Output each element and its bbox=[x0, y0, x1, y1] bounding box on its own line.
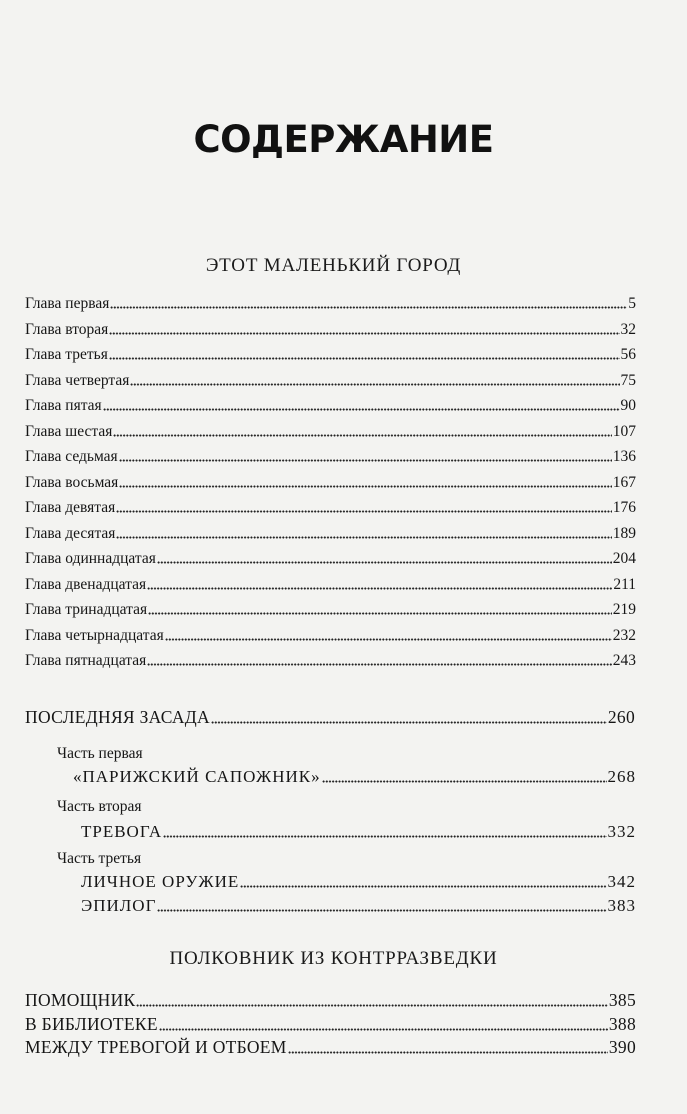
toc-entry-page: 385 bbox=[608, 990, 636, 1010]
dot-leader bbox=[148, 601, 612, 615]
toc-entry-label: Глава тринадцатая bbox=[25, 601, 148, 618]
toc-entry-label: Глава шестая bbox=[25, 422, 113, 440]
toc-entry-page: 189 bbox=[612, 524, 636, 542]
toc-entry-section-3[interactable] bbox=[81, 872, 636, 892]
dot-leader bbox=[116, 525, 611, 539]
dot-leader bbox=[109, 321, 619, 335]
toc-entry-chapter[interactable] bbox=[25, 396, 636, 416]
toc-entry-page: 75 bbox=[620, 371, 636, 389]
toc-entry-label: Глава двенадцатая bbox=[25, 575, 147, 593]
dot-leader bbox=[113, 423, 611, 437]
toc-entry-chapter[interactable] bbox=[25, 600, 636, 620]
dot-leader bbox=[163, 824, 606, 838]
toc-entry-chapter[interactable] bbox=[25, 422, 636, 442]
toc-entry-label: Глава пятнадцатая bbox=[25, 652, 147, 669]
part-label: Часть первая bbox=[57, 745, 143, 762]
dot-leader bbox=[136, 993, 607, 1007]
toc-entry-page: 204 bbox=[612, 550, 636, 567]
toc-entry-part3[interactable] bbox=[25, 1037, 636, 1057]
toc-entry-page: 136 bbox=[612, 448, 636, 465]
toc-entry-chapter[interactable] bbox=[25, 498, 636, 518]
dot-leader bbox=[157, 550, 612, 564]
dot-leader bbox=[103, 397, 620, 411]
toc-entry-page: 211 bbox=[613, 575, 636, 593]
toc-entry-chapter[interactable] bbox=[25, 651, 636, 671]
dot-leader bbox=[159, 1017, 608, 1031]
part-label: Часть вторая bbox=[57, 798, 142, 815]
toc-entry-label: Глава седьмая bbox=[25, 448, 118, 465]
toc-entry-section-1[interactable] bbox=[73, 767, 636, 787]
toc-entry-part3[interactable] bbox=[25, 990, 636, 1010]
toc-entry-page: 219 bbox=[612, 601, 636, 618]
toc-entry-label: ЭПИЛОГ bbox=[81, 896, 157, 915]
toc-entry-chapter[interactable] bbox=[25, 345, 636, 365]
toc-entry-label: ПОСЛЕДНЯЯ ЗАСАДА bbox=[25, 707, 210, 727]
toc-entry-page: 176 bbox=[612, 499, 636, 516]
toc-entry-chapter[interactable] bbox=[25, 371, 636, 391]
dot-leader bbox=[119, 448, 612, 462]
toc-entry-page: 383 bbox=[607, 896, 636, 915]
dot-leader bbox=[165, 627, 612, 641]
toc-entry-chapter[interactable] bbox=[25, 626, 636, 646]
toc-entry-label: Глава первая bbox=[25, 295, 110, 312]
toc-entry-page: 243 bbox=[612, 652, 636, 669]
toc-entry-label: Глава десятая bbox=[25, 524, 116, 542]
toc-entry-label: Глава вторая bbox=[25, 320, 109, 338]
dot-leader bbox=[130, 372, 619, 386]
dot-leader bbox=[110, 295, 627, 309]
toc-entry-page: 90 bbox=[620, 397, 636, 414]
toc-entry-chapter[interactable] bbox=[25, 473, 636, 493]
dot-leader bbox=[119, 474, 611, 488]
dot-leader bbox=[211, 710, 607, 724]
toc-entry-label: Глава одиннадцатая bbox=[25, 550, 156, 567]
toc-entry-page: 260 bbox=[607, 707, 635, 727]
toc-entry-section-2[interactable] bbox=[81, 822, 636, 842]
dot-leader bbox=[288, 1040, 608, 1054]
toc-entry-page: 342 bbox=[607, 872, 636, 891]
toc-entry-part3[interactable] bbox=[25, 1014, 636, 1034]
toc-entry-label: В БИБЛИОТЕКЕ bbox=[25, 1013, 158, 1034]
dot-leader bbox=[147, 576, 612, 590]
toc-entry-page: 167 bbox=[612, 473, 636, 491]
toc-entry-label: Глава девятая bbox=[25, 499, 116, 516]
toc-entry-chapter[interactable] bbox=[25, 575, 636, 595]
toc-entry-chapter[interactable] bbox=[25, 447, 636, 467]
dot-leader bbox=[322, 769, 607, 783]
dot-leader bbox=[147, 652, 611, 666]
toc-entry-chapter[interactable] bbox=[25, 294, 636, 314]
toc-entry-page: 388 bbox=[608, 1013, 636, 1034]
toc-entry-page: 268 bbox=[607, 767, 636, 786]
part3-heading: ПОЛКОВНИК ИЗ КОНТРРАЗВЕДКИ bbox=[169, 948, 498, 969]
toc-entry-page: 232 bbox=[612, 626, 636, 644]
dot-leader bbox=[157, 898, 606, 912]
dot-leader bbox=[116, 499, 611, 513]
dot-leader bbox=[240, 874, 606, 888]
toc-entry-chapter[interactable] bbox=[25, 320, 636, 340]
toc-entry-label: ПОМОЩНИК bbox=[25, 990, 136, 1010]
toc-entry-label: Глава третья bbox=[25, 346, 108, 363]
toc-entry-label: Глава четвертая bbox=[25, 371, 130, 389]
part-label: Часть третья bbox=[57, 850, 142, 867]
toc-entry-label: ЛИЧНОЕ ОРУЖИЕ bbox=[81, 872, 240, 891]
toc-entry-chapter[interactable] bbox=[25, 549, 636, 569]
toc-entry-label: Глава восьмая bbox=[25, 473, 119, 491]
toc-entry-label: МЕЖДУ ТРЕВОГОЙ И ОТБОЕМ bbox=[25, 1037, 287, 1057]
part1-heading: ЭТОТ МАЛЕНЬКИЙ ГОРОД bbox=[205, 255, 462, 276]
toc-entry-page: 56 bbox=[620, 346, 636, 363]
toc-entry-page: 5 bbox=[628, 295, 636, 312]
page-title: СОДЕРЖАНИЕ bbox=[193, 118, 494, 161]
toc-entry-label: «ПАРИЖСКИЙ САПОЖНИК» bbox=[73, 767, 321, 786]
toc-entry-label: Глава четырнадцатая bbox=[25, 626, 164, 644]
toc-entry-label: ТРЕВОГА bbox=[81, 822, 163, 841]
toc-entry-page: 390 bbox=[608, 1037, 636, 1057]
dot-leader bbox=[109, 346, 620, 360]
toc-entry-page: 32 bbox=[620, 320, 636, 338]
toc-entry-page: 332 bbox=[607, 822, 636, 841]
toc-entry-chapter[interactable] bbox=[25, 524, 636, 544]
toc-entry-epilogue[interactable] bbox=[81, 896, 636, 916]
toc-entry-part2[interactable] bbox=[25, 707, 635, 727]
toc-entry-label: Глава пятая bbox=[25, 397, 102, 414]
toc-entry-page: 107 bbox=[612, 422, 636, 440]
